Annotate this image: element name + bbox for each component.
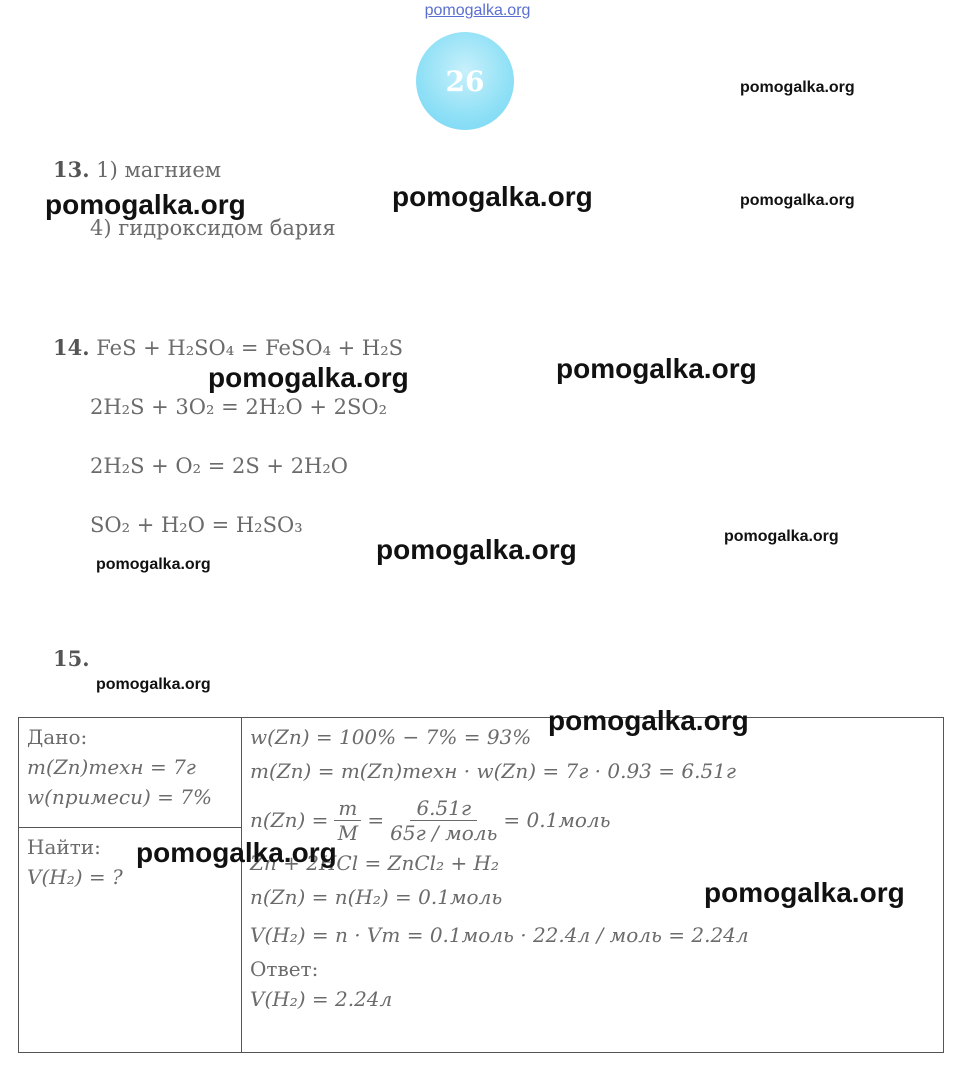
solution-line: V(H₂) = n · Vm = 0.1моль · 22.4л / моль = 2.24л [250,923,749,947]
given-mass: m(Zn)техн = 7г [27,755,196,779]
task-13 [53,157,221,182]
given-impurity: w(примеси) = 7% [27,785,212,809]
equation: FeS + H₂SO₄ = FeSO₄ + H₂S [96,336,404,360]
solution-line: m(Zn) = m(Zn)техн · w(Zn) = 7г · 0.93 = 6.51г [250,759,737,783]
answer-line: V(H₂) = 2.24л [250,987,393,1011]
page-number-badge: 26 [416,32,514,130]
fraction-numerator: 6.51г [410,796,477,821]
watermark: pomogalka.org [45,189,246,220]
fraction-m-over-M [334,796,361,845]
solution-line: w(Zn) = 100% − 7% = 93% [250,725,532,749]
task-14 [53,335,403,360]
watermark: pomogalka.org [740,192,855,209]
task-number: 13. [53,157,90,182]
solution-fraction-line: n(Zn) = $\frac{m}{M}$ = 6.51г 65г / моль = 0.1моль [250,795,611,845]
equation: 2H₂S + O₂ = 2S + 2H₂O [90,454,349,478]
fraction-denominator: 65г / моль [390,820,498,845]
watermark: pomogalka.org [704,877,905,908]
equation: 2H₂S + 3O₂ = 2H₂O + 2SO₂ [90,395,388,419]
watermark: pomogalka.org [548,705,749,736]
watermark: pomogalka.org [376,534,577,565]
watermark: pomogalka.org [96,676,211,693]
task-number: 14. [53,335,90,360]
watermark: pomogalka.org [740,79,855,96]
answer-line: 1) магнием [96,158,222,182]
fraction-result: = 0.1моль [503,808,611,832]
site-link[interactable]: pomogalka.org [424,2,531,19]
answer-line: 4) гидроксидом бария [90,216,336,240]
equation: SO₂ + H₂O = H₂SO₃ [90,513,303,537]
find-title: Найти: [27,835,101,859]
given-cell [19,718,242,828]
given-title: Дано: [27,725,88,749]
watermark: pomogalka.org [556,353,757,384]
task-15 [53,646,90,671]
answer-title: Ответ: [250,957,319,981]
fraction-left: n(Zn) = [250,808,329,832]
find-volume: V(H₂) = ? [27,865,123,889]
watermark: pomogalka.org [96,556,211,573]
watermark: pomogalka.org [208,362,409,393]
fraction-values [390,796,497,845]
watermark: pomogalka.org [392,181,593,212]
watermark: pomogalka.org [724,528,839,545]
task-number: 15. [53,646,90,671]
watermark: pomogalka.org [136,837,337,868]
solution-line: n(Zn) = n(H₂) = 0.1моль [250,885,503,909]
fraction-numerator: m [334,796,361,821]
fraction-denominator: M [337,820,359,845]
solution-line: Zn + 2HCl = ZnCl₂ + H₂ [250,851,500,875]
